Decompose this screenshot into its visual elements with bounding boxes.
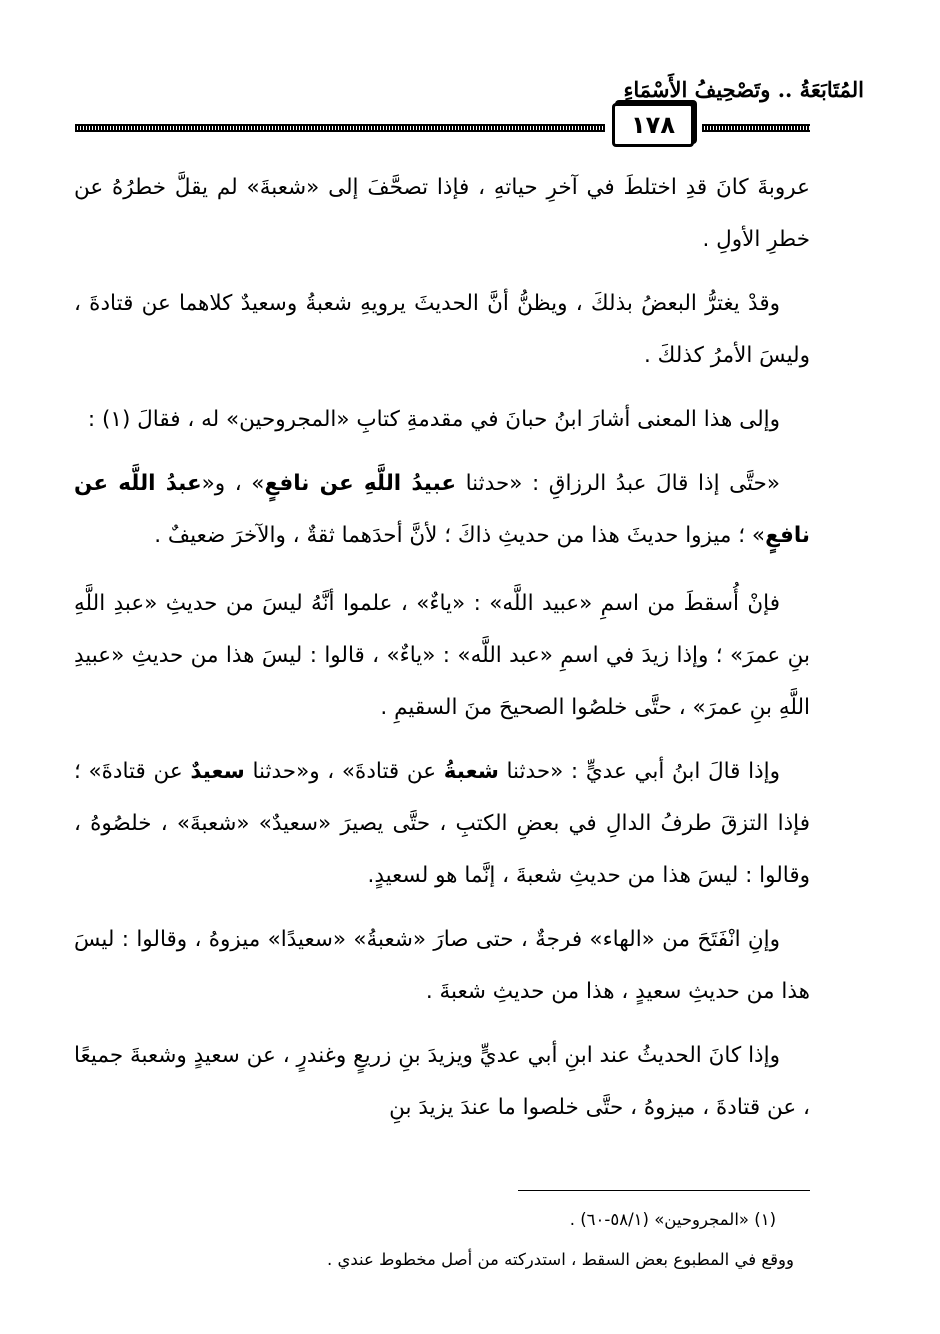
header-rule-left <box>75 124 605 132</box>
paragraph <box>74 746 810 902</box>
paragraph: فإنْ أُسقطَ من اسمِ «عبيد اللَّه» : «ياءٌ» ، علموا أنَّهُ ليسَ من حديثِ «عبدِ اللَّهِ بنِ عمرَ» ؛ وإذا زيدَ في اسمِ «عبد اللَّه» : «ياءٌ» ، قالوا : ليسَ هذا من حديثِ «عبيدِ اللَّهِ بنِ عمرَ» ، حتَّى خلصُوا الصحيحَ منَ السقيمِ . <box>74 591 810 720</box>
text-run: عن قتادةَ» ، و«حدثنا <box>244 759 444 784</box>
quoted-paragraph <box>74 458 810 562</box>
page-number: ١٧٨ <box>612 103 694 147</box>
bold-narrator-name: عبدُ اللَّه عن نافعٍ <box>74 471 810 548</box>
footnote: ووقع في المطبوع بعض السقط ، استدركته من أصل مخطوط عندي . <box>326 1250 794 1269</box>
bold-narrator-name: سعيدٌ <box>190 759 245 784</box>
paragraph: وإلى هذا المعنى أشارَ ابنُ حبانَ في مقدمةِ كتابِ «المجروحين» له ، فقالَ (١) : <box>87 407 780 432</box>
bold-narrator-name: شعبةُ <box>443 759 499 784</box>
body-text <box>74 162 810 1146</box>
running-title: المُتَابَعَةُ .. وتَصْحِيفُ الأَسْمَاءِ <box>623 77 864 102</box>
paragraph: وإنِ انْفَتَحَ من «الهاء» فرجةٌ ، حتى صارَ «شعبةُ» «سعيدًا» ميزوهُ ، وقالوا : ليسَ هذا من حديثِ سعيدٍ ، هذا من حديثِ شعبةَ . <box>74 927 810 1004</box>
bold-narrator-name: عبيدُ اللَّهِ عن نافعٍ <box>264 471 457 496</box>
text-run: عن قتادةَ» ؛ فإذا التزقَ طرفُ الدالِ في بعضِ الكتبِ ، حتَّى يصيرَ «سعيدٌ» «شعبةَ» ، خلصُوهُ ، وقالوا : ليسَ هذا من حديثِ شعبةَ ، إنَّما هو لسعيدٍ. <box>74 759 810 888</box>
text-run: » ؛ ميزوا حديثَ هذا من حديثِ ذاكَ ؛ لأنَّ أحدَهما ثقةٌ ، والآخرَ ضعيفٌ . <box>154 523 766 548</box>
footnotes <box>74 1200 794 1280</box>
paragraph: وقدْ يغترُّ البعضُ بذلكَ ، ويظنُّ أنَّ الحديثَ يرويهِ شعبةُ وسعيدٌ كلاهما عن قتادةَ ، وليسَ الأمرُ كذلكَ . <box>74 291 810 368</box>
header-rule-right <box>702 124 810 132</box>
footnote: (١) «المجروحين» (٥٨/١-٦٠) . <box>569 1210 776 1229</box>
paragraph: عروبةَ كانَ قدِ اختلطَ في آخرِ حياتهِ ، فإذا تصحَّفَ إلى «شعبةَ» لم يقلَّ خطرُهُ عن خطرِ الأولِ . <box>74 175 810 252</box>
text-run: وإذا قالَ ابنُ أبي عديٍّ : «حدثنا <box>498 759 781 784</box>
text-run: » ، و« <box>201 471 265 496</box>
paragraph: وإذا كانَ الحديثُ عند ابنِ أبي عديٍّ ويزيدَ بنِ زريعٍ وغندرٍ ، عن سعيدٍ وشعبةَ جميعًا ، عن قتادةَ ، ميزوهُ ، حتَّى خلصوا ما عندَ يزيدَ بنِ <box>74 1043 810 1120</box>
text-run: «حتَّى إذا قالَ عبدُ الرزاقِ : «حدثنا <box>456 471 780 496</box>
footnote-separator <box>518 1190 810 1191</box>
